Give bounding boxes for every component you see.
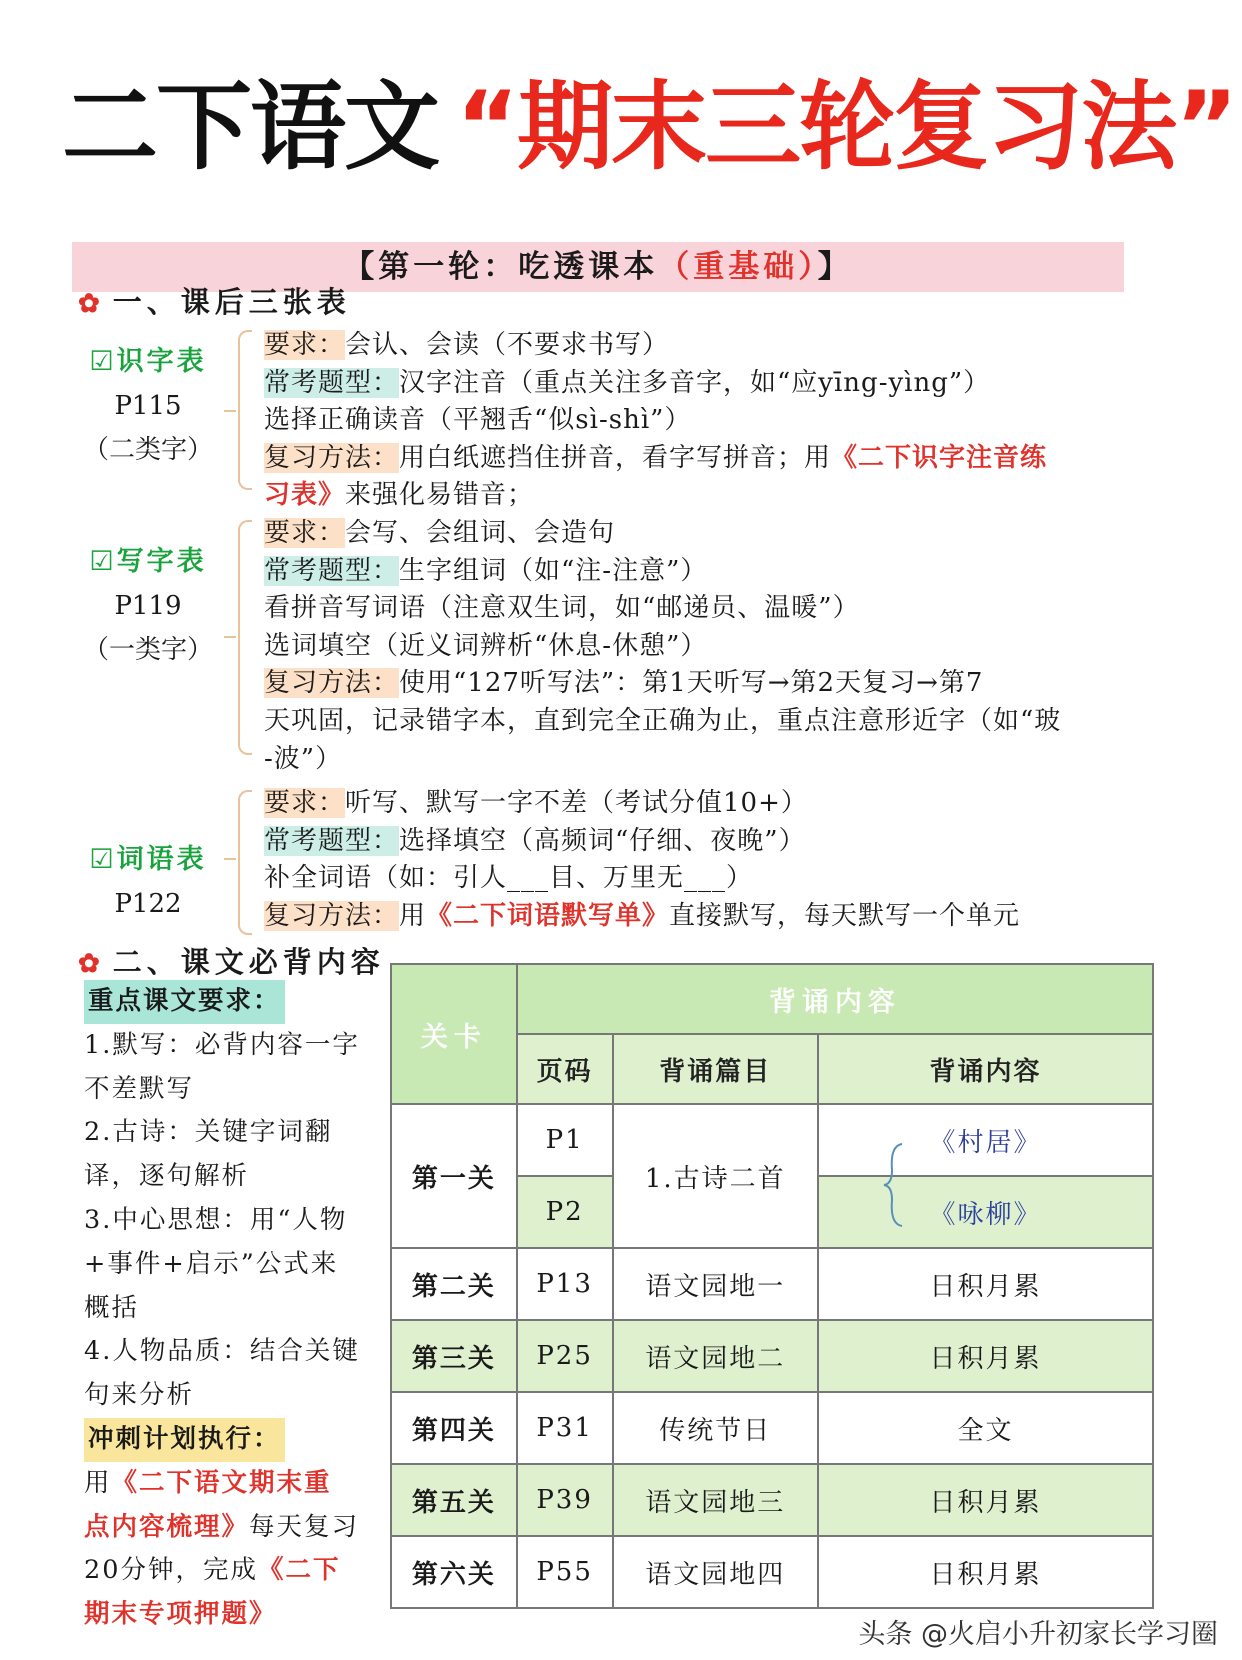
round-prefix: 【第一轮：吃透课本 xyxy=(343,249,659,285)
table-note: （二类字） xyxy=(82,435,213,465)
list-item: 句来分析 xyxy=(84,1380,195,1411)
requirements-heading: 重点课文要求： xyxy=(84,980,285,1024)
title-cell: 语文园地四 xyxy=(613,1536,818,1608)
line: 复习方法：用《二下词语默写单》直接默写，每天默写一个单元 xyxy=(264,900,1021,931)
line: 选择正确读音（平翘舌“似sì-shì”） xyxy=(264,405,692,436)
section-title: 一、课后三张表 xyxy=(112,285,351,319)
shizi-label xyxy=(68,340,228,472)
line: 习表》来强化易错音； xyxy=(264,480,535,511)
line: 复习方法：使用“127听写法”：第1天听写→第2天复习→第7 xyxy=(264,668,984,699)
title-cell: 1.古诗二首 xyxy=(613,1104,818,1248)
brace-tick xyxy=(224,410,236,412)
page-cell: P55 xyxy=(517,1536,613,1608)
line: 天巩固，记录错字本，直到完全正确为止，重点注意形近字（如“玻 xyxy=(264,705,1062,736)
list-item: 不差默写 xyxy=(84,1073,195,1104)
line: 看拼音写词语（注意双生词，如“邮递员、温暖”） xyxy=(264,593,860,624)
table-page: P115 xyxy=(114,391,182,421)
brace xyxy=(238,330,252,490)
table-page: P119 xyxy=(114,591,182,621)
content-cell: 全文 xyxy=(818,1392,1153,1464)
title-black: 二下语文 xyxy=(62,71,438,183)
section-title: 二、课文必背内容 xyxy=(112,945,385,979)
table-name: ☑识字表 xyxy=(89,346,207,377)
key-requirements xyxy=(84,980,384,1637)
table-row xyxy=(391,1320,1153,1392)
line: 补全词语（如：引人___目、万里无___） xyxy=(264,863,754,894)
plan-line: 用《二下语文期末重 xyxy=(84,1467,332,1498)
brace-tick xyxy=(224,858,236,860)
ciyu-label xyxy=(68,838,228,926)
round-suffix: 】 xyxy=(817,249,853,285)
brace-tick xyxy=(224,636,236,638)
flower-icon: ✿ xyxy=(78,949,105,979)
title-cell: 语文园地一 xyxy=(613,1248,818,1320)
watermark: 头条 @火启小升初家长学习圈 xyxy=(858,1619,1218,1650)
content-cell: 《村居》 xyxy=(818,1104,1153,1176)
content-cell: 日积月累 xyxy=(818,1320,1153,1392)
header-content: 背诵内容 xyxy=(818,1034,1153,1104)
plan-line: 期末专项押题》 xyxy=(84,1599,277,1630)
line: 常考题型：生字组词（如“注-注意”） xyxy=(264,555,708,586)
shizi-lines xyxy=(264,327,1174,515)
recitation-table xyxy=(390,963,1154,1609)
table-row xyxy=(391,1464,1153,1536)
flower-icon: ✿ xyxy=(78,289,105,319)
xiezi-lines xyxy=(264,515,1174,778)
ciyu-lines xyxy=(264,785,1174,935)
xiezi-label xyxy=(68,540,228,672)
content-cell: 日积月累 xyxy=(818,1464,1153,1536)
list-item: 1.默写：必背内容一字 xyxy=(84,1029,360,1060)
level-cell: 第二关 xyxy=(391,1248,517,1320)
line: 选词填空（近义词辨析“休息-休憩”） xyxy=(264,630,708,661)
level-cell: 第三关 xyxy=(391,1320,517,1392)
list-item: 概括 xyxy=(84,1292,140,1323)
line: 常考题型：汉字注音（重点关注多音字，如“应yīng-yìng”） xyxy=(264,367,991,398)
level-cell: 第五关 xyxy=(391,1464,517,1536)
title-red: “期末三轮复习法” xyxy=(456,71,1237,183)
title-cell: 语文园地二 xyxy=(613,1320,818,1392)
title-cell: 语文园地三 xyxy=(613,1464,818,1536)
content-cell: 日积月累 xyxy=(818,1248,1153,1320)
section-heading-2 xyxy=(78,940,385,981)
poem-brace-icon xyxy=(880,1140,910,1230)
line: 复习方法：用白纸遮挡住拼音，看字写拼音；用《二下识字注音练 xyxy=(264,442,1048,473)
table-row xyxy=(391,1248,1153,1320)
list-item: 2.古诗：关键字词翻 xyxy=(84,1117,333,1148)
page-cell: P25 xyxy=(517,1320,613,1392)
plan-line: 点内容梳理》每天复习 xyxy=(84,1511,360,1542)
page-cell: P13 xyxy=(517,1248,613,1320)
table-row xyxy=(391,1104,1153,1176)
line: 常考题型：选择填空（高频词“仔细、夜晚”） xyxy=(264,825,806,856)
table-name: ☑词语表 xyxy=(89,844,207,875)
title-cell: 传统节日 xyxy=(613,1392,818,1464)
page-cell: P2 xyxy=(517,1176,613,1248)
line: -波”） xyxy=(264,743,343,774)
page-cell: P1 xyxy=(517,1104,613,1176)
level-cell: 第六关 xyxy=(391,1536,517,1608)
level-cell: 第四关 xyxy=(391,1392,517,1464)
table-note: （一类字） xyxy=(82,635,213,665)
page-cell: P39 xyxy=(517,1464,613,1536)
table-name: ☑写字表 xyxy=(89,546,207,577)
plan-heading: 冲刺计划执行： xyxy=(84,1418,285,1462)
header-title: 背诵篇目 xyxy=(613,1034,818,1104)
brace xyxy=(238,520,252,755)
list-item: +事件+启示”公式来 xyxy=(84,1248,339,1279)
table-row xyxy=(391,1392,1153,1464)
plan-line: 20分钟，完成《二下 xyxy=(84,1555,341,1586)
list-item: 3.中心思想：用“人物 xyxy=(84,1204,348,1235)
line: 要求：听写、默写一字不差（考试分值10+） xyxy=(264,788,808,818)
round-emphasis: （重基础） xyxy=(658,249,818,285)
line: 要求：会认、会读（不要求书写） xyxy=(264,330,670,360)
content-cell: 日积月累 xyxy=(818,1536,1153,1608)
header-level: 关卡 xyxy=(391,964,517,1104)
level-cell: 第一关 xyxy=(391,1104,517,1248)
section-heading-1 xyxy=(78,280,351,321)
page-cell: P31 xyxy=(517,1392,613,1464)
list-item: 4.人物品质：结合关键 xyxy=(84,1336,360,1367)
table-row xyxy=(391,1536,1153,1608)
line: 要求：会写、会组词、会造句 xyxy=(264,518,616,548)
table-page: P122 xyxy=(114,889,182,919)
page-title xyxy=(62,62,1237,192)
content-cell: 《咏柳》 xyxy=(818,1176,1153,1248)
header-recite: 背诵内容 xyxy=(517,964,1153,1034)
brace xyxy=(238,790,252,935)
list-item: 译，逐句解析 xyxy=(84,1161,250,1192)
header-page: 页码 xyxy=(517,1034,613,1104)
